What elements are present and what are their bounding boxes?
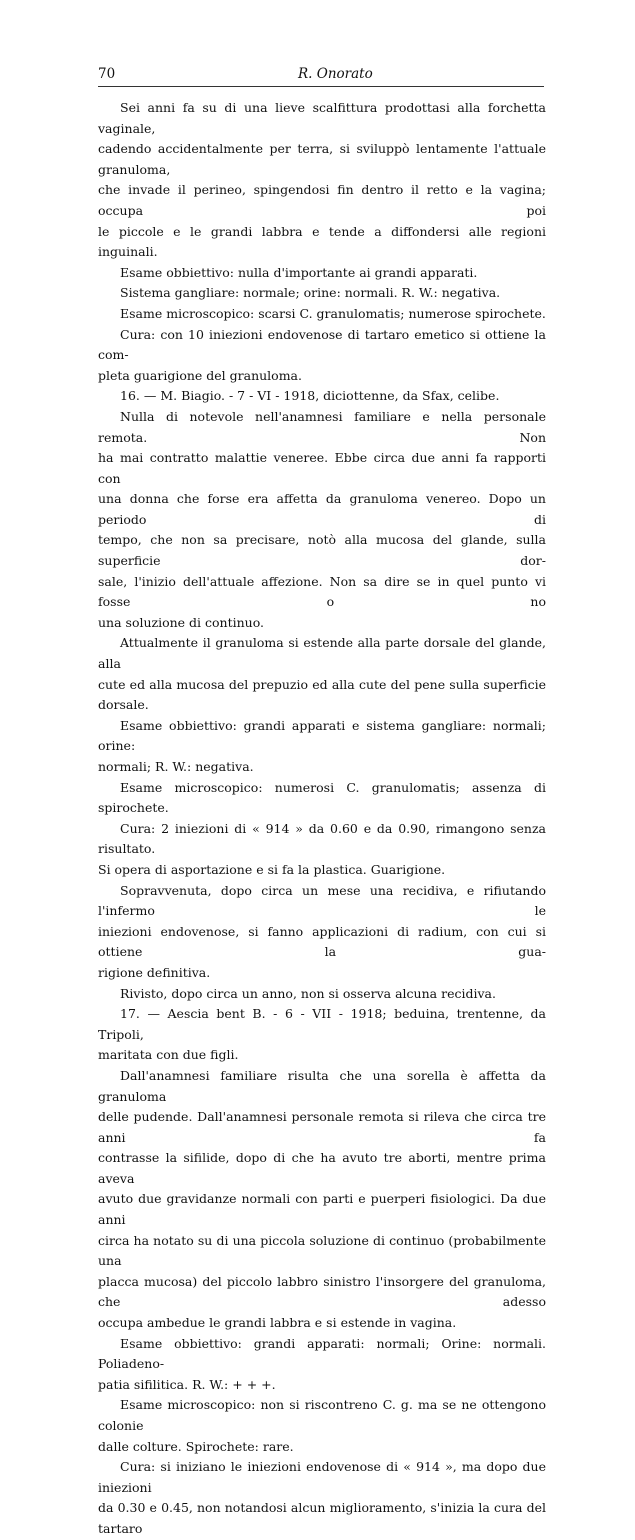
text-line: Sopravvenuta, dopo circa un mese una recidiva, e rifiutando l'infermo le xyxy=(98,882,546,919)
text-line: Esame obbiettivo: grandi apparati e sistema gangliare: normali; orine: xyxy=(98,717,546,754)
page-body xyxy=(98,98,546,1540)
text-line: Nulla di notevole nell'anamnesi familiare e nella personale remota. Non xyxy=(98,408,546,445)
text-line: Esame microscopico: non si riscontreno C. g. ma se ne ottengono colonie xyxy=(98,1397,546,1433)
text-line: dalle colture. Spirochete: rare. xyxy=(98,1438,294,1454)
text-line: contrasse la sifilide, dopo di che ha avuto tre aborti, mentre prima aveva xyxy=(98,1150,546,1186)
header-rule xyxy=(98,86,544,87)
text-line: Sistema gangliare: normale; orine: normali. R. W.: negativa. xyxy=(120,285,501,301)
text-line: placca mucosa) del piccolo labbro sinistro l'insorgere del granuloma, che adesso xyxy=(98,1273,546,1310)
text-line: occupa ambedue le grandi labbra e si estende in vagina. xyxy=(98,1315,457,1331)
page-header xyxy=(98,66,544,86)
text-line: cadendo accidentalmente per terra, si sviluppò lentamente l'attuale granuloma, xyxy=(98,141,546,177)
text-line: tempo, che non sa precisare, notò alla mucosa del glande, sulla superficie dor- xyxy=(98,532,546,569)
text-line: avuto due gravidanze normali con parti e puerperi fisiologici. Da due anni xyxy=(98,1191,546,1228)
text-line: maritata con due figli. xyxy=(98,1047,239,1063)
page-number: 70 xyxy=(98,66,116,82)
text-line: iniezioni endovenose, si fanno applicazioni di radium, con cui si ottiene la gua- xyxy=(98,923,546,960)
text-line: cute ed alla mucosa del prepuzio ed alla cute del pene sulla superficie dorsale. xyxy=(98,676,546,713)
text-line: Esame obbiettivo: nulla d'importante ai grandi apparati. xyxy=(120,264,478,280)
text-line: che invade il perineo, spingendosi fin dentro il retto e la vagina; occupa poi xyxy=(98,182,546,218)
text-line: Si opera di asportazione e si fa la plastica. Guarigione. xyxy=(98,861,446,877)
text-line: Sei anni fa su di una lieve scalfittura prodottasi alla forchetta vaginale, xyxy=(98,100,546,136)
text-line: da 0.30 e 0.45, non notandosi alcun miglioramento, s'inizia la cura del tartaro xyxy=(98,1500,546,1536)
text-line: 17. — Aescia bent B. - 6 - VII - 1918; beduina, trentenne, da Tripoli, xyxy=(98,1006,546,1042)
text-line: Dall'anamnesi familiare risulta che una sorella è affetta da granuloma xyxy=(98,1067,546,1104)
text-line: normali; R. W.: negativa. xyxy=(98,759,254,774)
text-line: le piccole e le grandi labbra e tende a diffondersi alle regioni inguinali. xyxy=(98,223,546,260)
text-line: Cura: 2 iniezioni di « 914 » da 0.60 e da 0.90, rimangono senza risultato. xyxy=(98,820,546,857)
text-line: delle pudende. Dall'anamnesi personale remota si rileva che circa tre anni fa xyxy=(98,1109,546,1145)
text-line: rigione definitiva. xyxy=(98,964,211,980)
running-title: R. Onorato xyxy=(298,66,373,82)
text-line: sale, l'inizio dell'attuale affezione. Non sa dire se in quel punto vi fosse o no xyxy=(98,573,546,610)
text-line: 16. — M. Biagio. - 7 - VI - 1918, diciottenne, da Sfax, celibe. xyxy=(120,388,500,404)
text-line: Esame obbiettivo: grandi apparati: normali; Orine: normali. Poliadeno- xyxy=(98,1335,546,1372)
text-line: una donna che forse era affetta da granuloma venereo. Dopo un periodo di xyxy=(98,491,546,527)
text-line: una soluzione di continuo. xyxy=(98,614,264,630)
text-line: Attualmente il granuloma si estende alla parte dorsale del glande, alla xyxy=(98,635,546,672)
text-line: ha mai contratto malattie veneree. Ebbe circa due anni fa rapporti con xyxy=(98,450,546,486)
text-line: Esame microscopico: numerosi C. granulomatis; assenza di spirochete. xyxy=(98,779,546,816)
text-line: Cura: si iniziano le iniezioni endovenose di « 914 », ma dopo due iniezioni xyxy=(98,1459,546,1495)
text-line: patia sifilitica. R. W.: + + +. xyxy=(98,1376,276,1392)
text-line: Rivisto, dopo circa un anno, non si osserva alcuna recidiva. xyxy=(120,985,496,1001)
text-line: pleta guarigione del granuloma. xyxy=(98,367,302,383)
text-line: circa ha notato su di una piccola soluzione di continuo (probabilmente una xyxy=(98,1232,546,1269)
text-line: Esame microscopico: scarsi C. granulomatis; numerose spirochete. xyxy=(120,305,546,321)
text-line: Cura: con 10 iniezioni endovenose di tartaro emetico si ottiene la com- xyxy=(98,326,546,363)
